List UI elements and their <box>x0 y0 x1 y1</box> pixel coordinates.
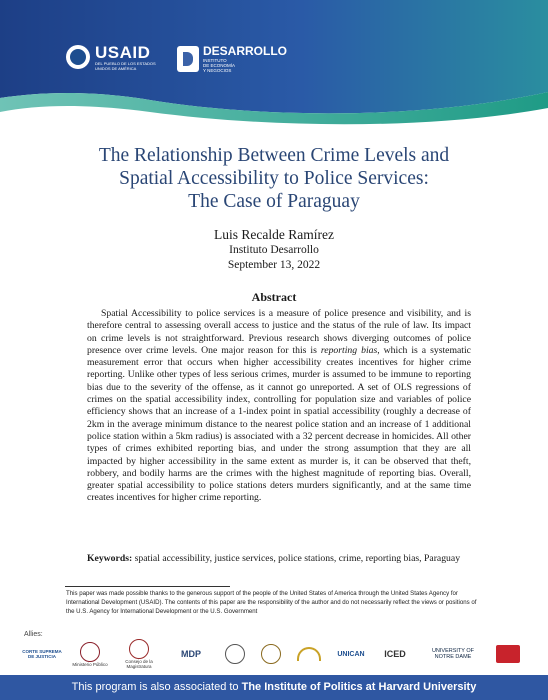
usaid-subtitle: DEL PUEBLO DE LOS ESTADOS UNIDOS DE AMÉRICA <box>95 60 156 71</box>
abstract-heading: Abstract <box>251 290 297 304</box>
ally-label-consejo: Consejo de la Magistratura <box>125 659 153 669</box>
ally-logo-consejo <box>118 639 160 669</box>
abstract-italic: reporting bias <box>320 344 378 356</box>
allies-label: Allies: <box>24 631 43 638</box>
ally-logo-corte-suprema <box>22 639 62 669</box>
ally-logo-arch <box>294 639 324 669</box>
footer-text: This program is also associated to <box>71 681 242 693</box>
keywords <box>87 553 471 565</box>
abstract-text-1: Spatial Accessibility to police services is a measure of police presence and visibility, and is therefore central to assessing overall access to justice and the status of the rule of law. Its impact on crime levels is not straightforward. Previous research shows diverging outcomes of police presence over crime levels. One major reason for this is <box>87 308 471 356</box>
keywords-label: Keywords: <box>87 553 133 564</box>
consejo-seal-icon <box>129 639 149 659</box>
desarrollo-sub-3: Y NEGOCIOS <box>203 68 232 73</box>
ally-label-notre-dame: UNIVERSITY OF NOTRE DAME <box>431 648 475 660</box>
ally-logo-mdp <box>170 639 212 669</box>
ally-label-ministerio: Ministerio Público <box>72 661 108 667</box>
author-block <box>0 226 548 273</box>
author-name: Luis Recalde Ramírez <box>214 227 334 242</box>
ally-label-corte-suprema: CORTE SUPREMA DE JUSTICIA <box>22 649 62 659</box>
ally-label-mdp: MDP <box>181 649 201 659</box>
desarrollo-sub-2: DE ECONOMÍA <box>203 63 236 68</box>
usaid-name: USAID <box>95 42 151 62</box>
title-line-1: The Relationship Between Crime Levels and <box>98 145 450 166</box>
allies-logos <box>22 637 522 671</box>
ally-logo-ministerio-publico <box>72 639 108 669</box>
arch-icon <box>297 647 321 661</box>
desarrollo-logo <box>177 43 287 75</box>
footnote: This paper was made possible thanks to the generous support of the people of the United States of America through the United States Agency for International Development (USAID). The contents of this paper are the responsibility of the author and do not necessarily reflect the views or positions of the U.S. Agency for International Development or the U.S. Government <box>66 590 477 615</box>
seal-1-icon <box>225 644 245 664</box>
footer-text-bold: The Institute of Politics at Harvard University <box>241 681 477 693</box>
ally-logo-seal-2 <box>258 639 284 669</box>
keywords-text: spatial accessibility, justice services, police stations, crime, reporting bias, Paraguay <box>132 553 461 564</box>
desarrollo-sub-1: INSTITUTO <box>203 58 227 63</box>
ally-logo-iced <box>378 639 412 669</box>
author-affiliation: Instituto Desarrollo <box>229 244 319 256</box>
ally-logo-red-box <box>494 639 522 669</box>
ministerio-seal-icon <box>80 642 100 662</box>
abstract-body <box>87 308 471 505</box>
ally-logo-notre-dame <box>422 639 484 669</box>
seal-2-icon <box>261 644 281 664</box>
title-line-2: Spatial Accessibility to Police Services: <box>119 168 429 189</box>
footer-bar <box>0 675 548 700</box>
paper-date: September 13, 2022 <box>227 259 321 271</box>
title-line-3: The Case of Paraguay <box>188 191 360 212</box>
desarrollo-mark-icon <box>177 46 199 72</box>
abstract-text-2: , which is a systematic measurement error that occurs when higher accessibility creates incentives for higher crime reporting. Unlike other types of less serious crimes, murder is assumed to be immune to reporting bias due to the severity of the offense, as it cannot go unreported. A set of OLS regressions of crimes on the spatial accessibility index, controlling for population size and variables of police efficiency shows that an increase of a 1-index point in spatial accessibility (roughly a decrease of 2km in the average minimum distance to the nearest police station and an increase of 1 additional police station within a 5km radius) is associated with a 32 percent decrease in homicides. All other types of crimes exhibited reporting bias, and under the strong assumption that they are all impacted by higher accessibility in the same extent as murder is, it can be observed that theft, robbery, and bodily harms are the crimes with the highest magnitude of reporting bias. Overall, greater spatial accessibility to police stations deters murders significantly, and at the same time creates incentives for higher crime reporting. <box>87 344 471 504</box>
ally-label-iced: ICED <box>384 649 406 659</box>
usaid-logo <box>66 40 166 74</box>
ally-label-unican: UNICAN <box>337 650 365 658</box>
header-banner <box>0 0 548 135</box>
ally-logo-seal-1 <box>222 639 248 669</box>
footnote-divider <box>65 586 230 587</box>
usaid-seal-icon <box>66 45 90 69</box>
desarrollo-name: DESARROLLO <box>203 44 287 58</box>
paper-title <box>60 144 488 213</box>
ally-logo-unican <box>334 639 368 669</box>
red-box-icon <box>496 645 520 663</box>
